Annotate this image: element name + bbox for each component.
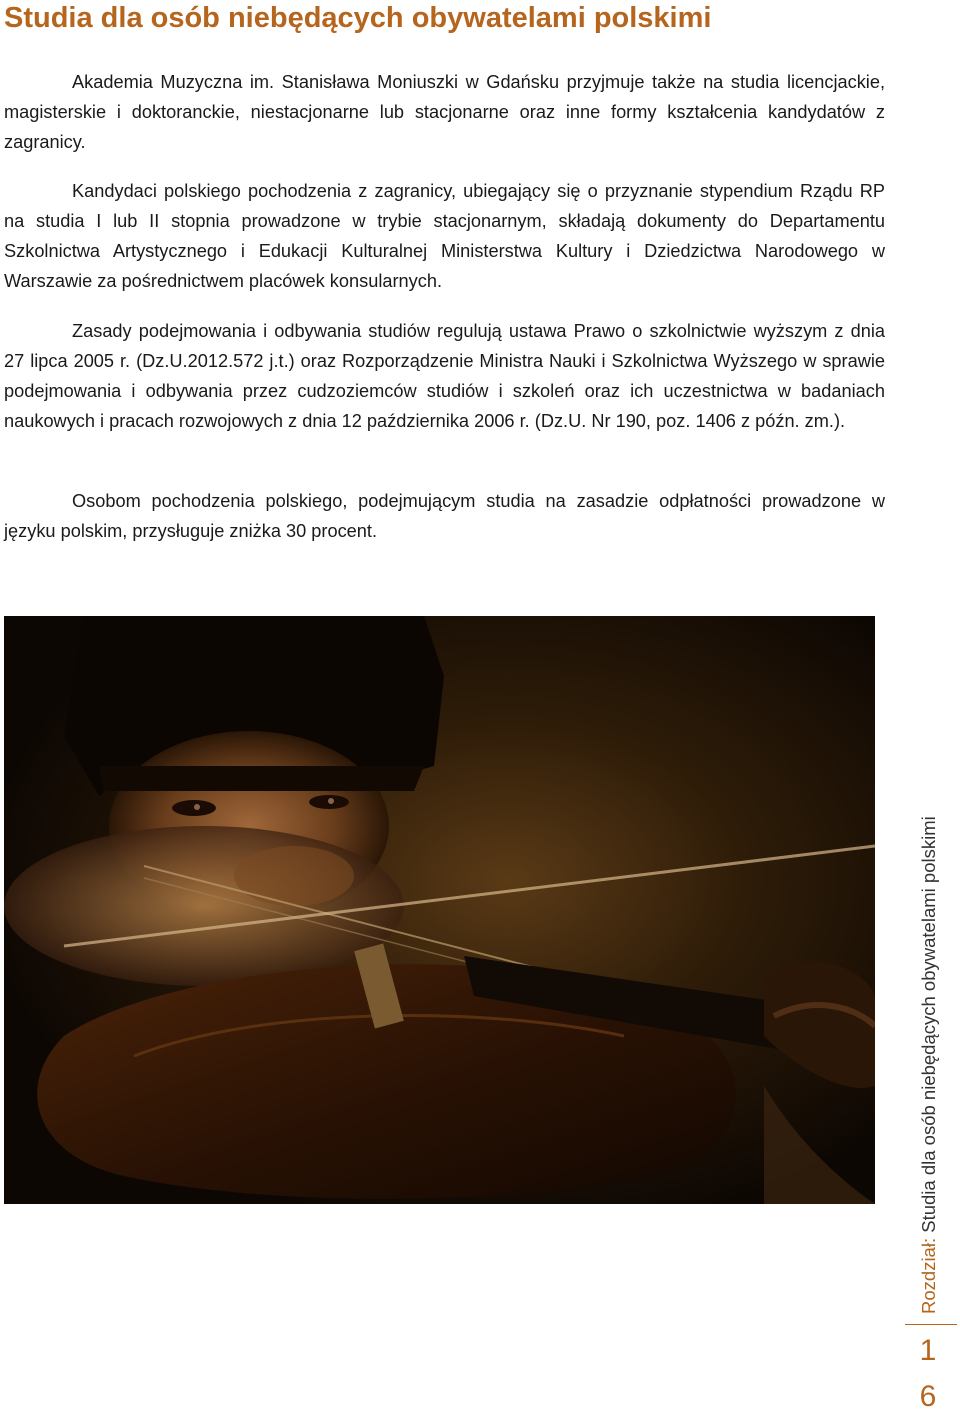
chapter-label: Rozdział: (918, 1237, 939, 1314)
paragraph-scholarship: Kandydaci polskiego pochodzenia z zagranicy, ubiegający się o przyznanie stypendium Rządu RP na studia I lub II stopnia prowadzone w trybie stacjonarnym, składają dokumenty do Departamentu Szkolnictwa Artystycznego i Edukacji Kulturalnej Ministerstwa Kultury i Dziedzictwa Narodowego w Warszawie za pośrednictwem placówek konsularnych. (4, 181, 885, 291)
chapter-title: Studia dla osób niebędących obywatelami polskimi (918, 816, 939, 1233)
page-title: Studia dla osób niebędących obywatelami polskimi (4, 2, 712, 34)
page-number-digit-1: 1 (919, 1334, 937, 1367)
paragraph-discount: Osobom pochodzenia polskiego, podejmującym studia na zasadzie odpłatności prowadzone w języku polskim, przysługuje zniżka 30 procent. (4, 491, 885, 541)
page-number-digit-2: 6 (919, 1380, 937, 1413)
violinist-photo (4, 616, 875, 1204)
chapter-running-header (918, 816, 940, 1314)
paragraph-intro: Akademia Muzyczna im. Stanisława Moniuszki w Gdańsku przyjmuje także na studia licencjackie, magisterskie i doktoranckie, niestacjonarne lub stacjonarne oraz inne formy kształcenia kandydatów z zagranicy. (4, 72, 885, 152)
paragraph-regulations: Zasady podejmowania i odbywania studiów regulują ustawa Prawo o szkolnictwie wyższym z dnia 27 lipca 2005 r. (Dz.U.2012.572 j.t.) oraz Rozporządzenie Ministra Nauki i Szkolnictwa Wyższego w sprawie podejmowania i odbywania przez cudzoziemców studiów i szkoleń oraz ich uczestnictwa w badaniach naukowych i pracach rozwojowych z dnia 12 października 2006 r. (Dz.U. Nr 190, poz. 1406 z późn. zm.). (4, 321, 885, 431)
page-number-divider (905, 1324, 957, 1325)
